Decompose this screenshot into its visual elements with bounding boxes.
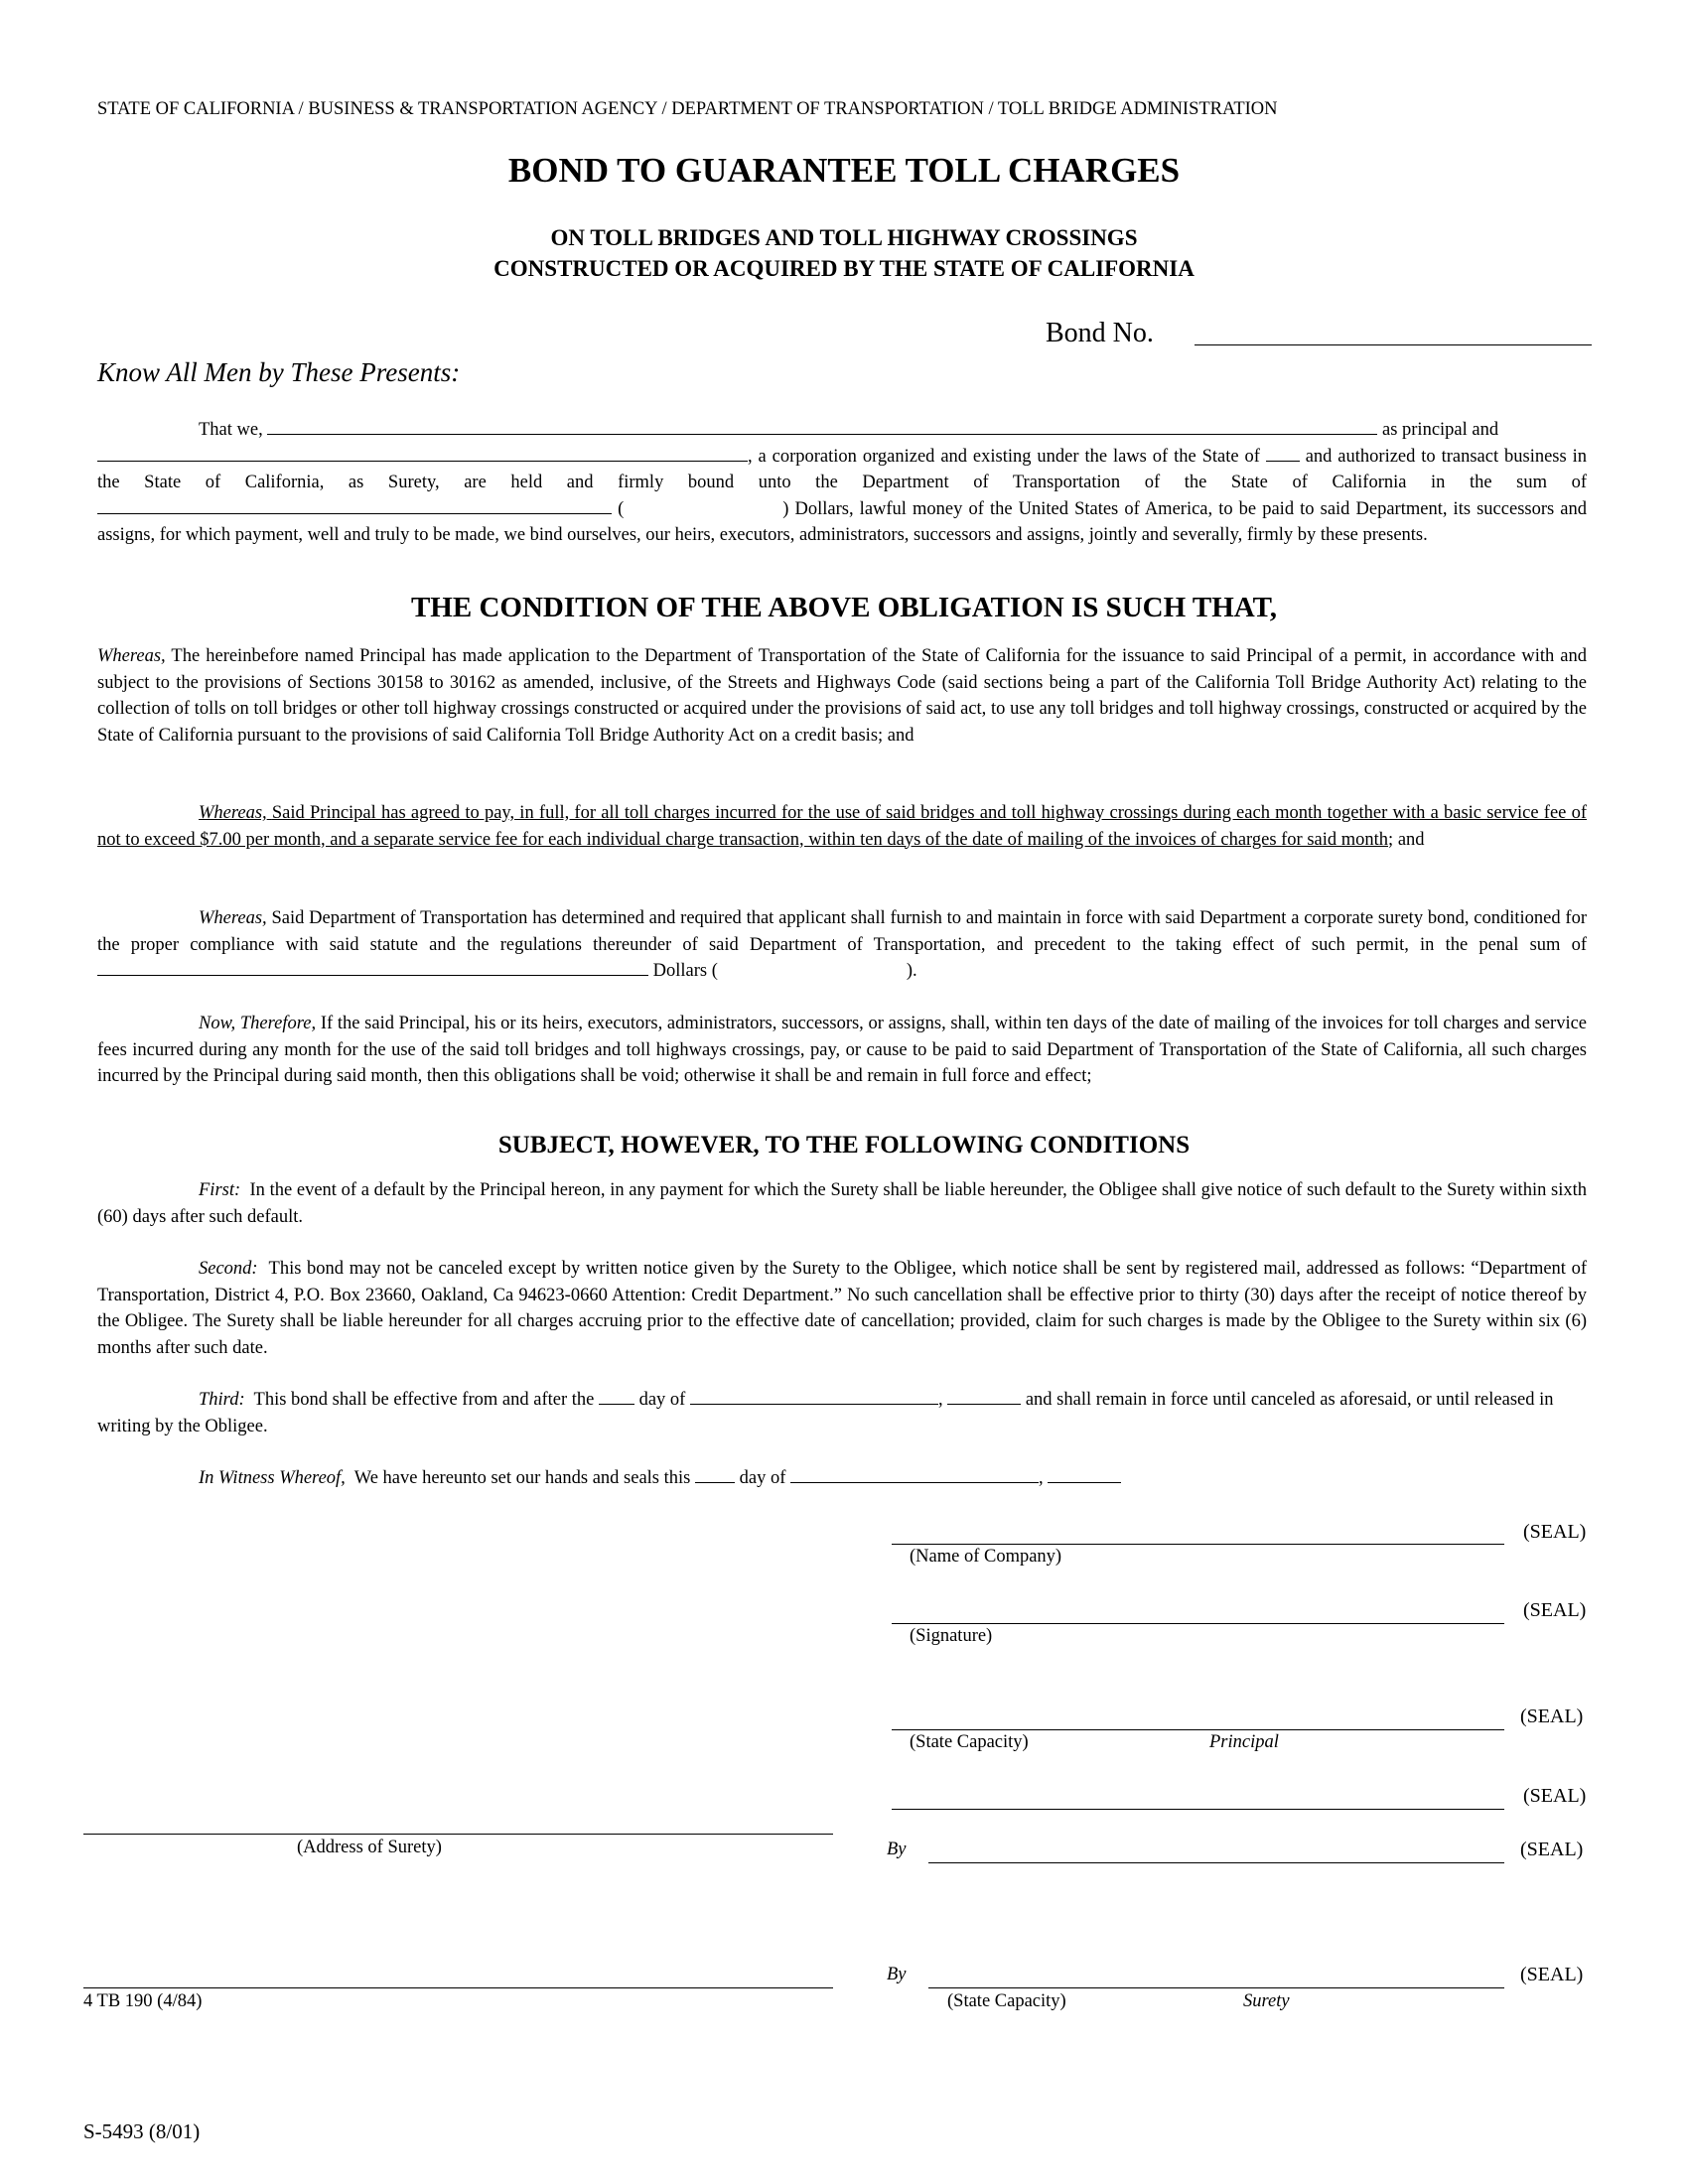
paren-open: ( [618, 498, 625, 519]
authorized-text: and authorized to transact business in the State of California, as Surety, are held and firmly bound unto the Department of Transportation of the State of California in the sum of [97, 446, 1587, 492]
witness-lead: In Witness Whereof, [199, 1468, 346, 1488]
company-name-line[interactable] [892, 1544, 1504, 1545]
witness-year-field[interactable] [1048, 1465, 1121, 1483]
principal-name-field[interactable] [267, 417, 1377, 435]
whereas-3-close: ). [906, 961, 917, 981]
intro-paragraph [97, 417, 1587, 549]
whereas-3-dollars: Dollars ( [652, 961, 718, 981]
name-of-company-caption: (Name of Company) [910, 1547, 1062, 1567]
now-therefore-paragraph [97, 1011, 1587, 1090]
principal-extra-line[interactable] [892, 1809, 1504, 1810]
witness-text-b: day of [739, 1468, 786, 1488]
third-text-a: This bond shall be effective from and after the [253, 1390, 595, 1410]
as-principal-text: as principal and [1381, 420, 1499, 440]
document-title: BOND TO GUARANTEE TOLL CHARGES [507, 151, 1181, 190]
surety-address-line-2[interactable] [83, 1987, 833, 1988]
surety-state-capacity-caption: (State Capacity) [947, 1991, 1066, 2011]
revision-number: S-5493 (8/01) [83, 2119, 201, 2143]
seal-label: (SEAL) [1523, 1599, 1587, 1621]
whereas-2-lead: Whereas, [199, 803, 267, 823]
whereas-2-text: Said Principal has agreed to pay, in full, for all toll charges incurred for the use of said bridges and toll highway crossings during each month together with a basic service fee of not to exceed $7.00 per month, and a separate service fee for each individual charge transaction, within ten days of the date of mailing of the invoices of charges for said month; [97, 803, 1588, 850]
witness-paragraph: In Witness Whereof, We have hereunto set our hands and seals this day of , [97, 1465, 1587, 1492]
surety-state-field[interactable] [1266, 444, 1300, 462]
bond-number-field[interactable] [1195, 344, 1592, 345]
whereas-3-lead: Whereas, [199, 908, 267, 928]
third-lead: Third: [199, 1390, 245, 1410]
seal-label: (SEAL) [1523, 1785, 1587, 1807]
whereas-paragraph-2 [97, 800, 1587, 853]
surety-by-line-2[interactable] [928, 1987, 1504, 1988]
whereas-3-text: Said Department of Transportation has determined and required that applicant shall furnish to and maintain in force with said Department a corporate surety bond, conditioned for the proper compliance with said statute and the regulations thereunder of said Department of Transportation, and precedent to the taking effect of such permit, in the penal sum of [97, 908, 1587, 955]
whereas-1-lead: Whereas, [97, 646, 166, 666]
seal-label: (SEAL) [1523, 1521, 1587, 1543]
third-condition-paragraph: Third: This bond shall be effective from and after the day of , and shall remain in force until canceled as aforesaid, or until released in writing by the Obligee. [97, 1387, 1587, 1439]
witness-day-field[interactable] [695, 1465, 735, 1483]
surety-caption: Surety [1243, 1991, 1290, 2011]
whereas-1-text: The hereinbefore named Principal has made application to the Department of Transportation of the State of California for the issuance to said Principal of a permit, in accordance with and subject to the provisions of Sections 30158 to 30162 as amended, inclusive, of the Streets and Highways Code (said sections being a part of the California Toll Bridge Authority Act) relating to the collection of tolls on toll bridges or other toll highway crossings constructed or acquired under the provisions of said act, to use any toll bridges and toll highway crossings, constructed or acquired by the State of California pursuant to the provisions of said California Toll Bridge Authority Act on a credit basis; and [97, 646, 1587, 746]
now-therefore-lead: Now, Therefore, [199, 1014, 317, 1033]
surety-by-line-1[interactable] [928, 1862, 1504, 1863]
first-text: In the event of a default by the Principal hereon, in any payment for which the Surety shall be liable hereunder, the Obligee shall give notice of such default to the Surety within sixth (60) days after such default. [97, 1180, 1587, 1227]
first-lead: First: [199, 1180, 241, 1200]
effective-month-field[interactable] [690, 1387, 938, 1405]
address-of-surety-caption: (Address of Surety) [297, 1838, 442, 1857]
agency-header: STATE OF CALIFORNIA / BUSINESS & TRANSPORTATION AGENCY / DEPARTMENT OF TRANSPORTATION / TOLL BRIDGE ADMINISTRATION [97, 99, 1278, 119]
corporation-text: , a corporation organized and existing under the laws of the State of [748, 446, 1260, 467]
third-text-c: and shall remain in force until canceled as aforesaid, or until released in writing by the Obligee. [97, 1390, 1554, 1436]
principal-caption: Principal [1209, 1732, 1279, 1752]
witness-month-field[interactable] [790, 1465, 1039, 1483]
that-we-text: That we, [199, 420, 263, 440]
signature-line[interactable] [892, 1623, 1504, 1624]
second-text: This bond may not be canceled except by written notice given by the Surety to the Obligee, which notice shall be sent by registered mail, addressed as follows: “Department of Transportation, District 4, P.O. Box 23660, Oakland, Ca 94623-0660 Attention: Credit Department.” No such cancellation shall be effective prior to thirty (30) days after the receipt of notice thereof by the Obligee. The Surety shall be liable hereunder for all charges accruing prior to the effective date of cancellation; provided, claim for such charges is made by the Obligee to the Surety within six (6) months after such date. [97, 1259, 1587, 1358]
witness-text-a: We have hereunto set our hands and seals this [353, 1468, 691, 1488]
effective-year-field[interactable] [947, 1387, 1021, 1405]
first-condition-paragraph [97, 1177, 1587, 1230]
subtitle-line-1: ON TOLL BRIDGES AND TOLL HIGHWAY CROSSINGS [550, 225, 1138, 250]
bond-number-label: Bond No. [1046, 318, 1154, 348]
second-lead: Second: [199, 1259, 258, 1279]
whereas-paragraph-3 [97, 905, 1587, 985]
know-all-men-heading: Know All Men by These Presents: [97, 357, 461, 387]
dollars-text: ) Dollars, lawful money of the United States of America, to be paid to said Department, its successors and assigns, for which payment, well and truly to be made, we bind ourselves, our heirs, executors, administrators, successors and assigns, jointly and severally, firmly by these presents. [97, 498, 1587, 545]
seal-label: (SEAL) [1520, 1706, 1584, 1727]
penal-sum-words-field[interactable] [97, 958, 648, 976]
effective-day-field[interactable] [599, 1387, 634, 1405]
seal-label: (SEAL) [1520, 1839, 1584, 1860]
principal-capacity-line[interactable] [892, 1729, 1504, 1730]
surety-address-line[interactable] [83, 1834, 833, 1835]
state-capacity-caption: (State Capacity) [910, 1732, 1029, 1752]
by-label: By [887, 1965, 907, 1984]
sum-words-field[interactable] [97, 496, 612, 514]
signature-caption: (Signature) [910, 1626, 993, 1646]
whereas-paragraph-1 [97, 643, 1587, 749]
second-condition-paragraph [97, 1256, 1587, 1361]
now-therefore-text: If the said Principal, his or its heirs, executors, administrators, successors, or assigns, shall, within ten days of the date of mailing of the invoices for toll charges and service fees incurred during any month for the use of the said toll bridges and toll highways crossings, pay, or cause to be paid to said Department of Transportation of the State of California, all such charges incurred by the Principal during said month, then this obligations shall be void; otherwise it shall be and remain in full force and effect; [97, 1014, 1588, 1086]
whereas-2-tail: and [1397, 829, 1425, 850]
seal-label: (SEAL) [1520, 1964, 1584, 1985]
surety-name-field[interactable] [97, 444, 748, 462]
third-text-b: day of [638, 1390, 686, 1410]
form-number: 4 TB 190 (4/84) [83, 1991, 203, 2011]
subtitle-line-2: CONSTRUCTED OR ACQUIRED BY THE STATE OF CALIFORNIA [493, 256, 1195, 281]
by-label: By [887, 1840, 907, 1859]
condition-heading: THE CONDITION OF THE ABOVE OBLIGATION IS SUCH THAT, [410, 592, 1278, 623]
subject-conditions-heading: SUBJECT, HOWEVER, TO THE FOLLOWING CONDITIONS [497, 1132, 1191, 1159]
